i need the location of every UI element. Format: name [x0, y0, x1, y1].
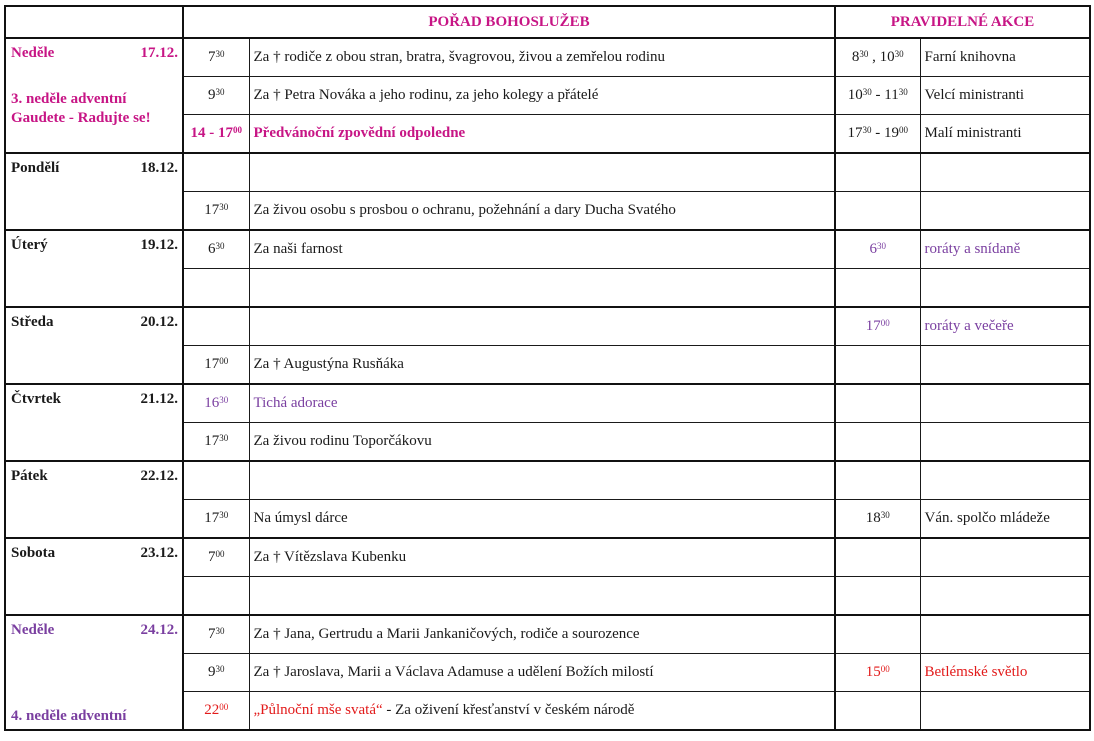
mass-intention: Na úmysl dárce	[249, 500, 835, 539]
mass-intention: Za † Jana, Gertrudu a Marii Jankaničových, rodiče a sourozence	[249, 615, 835, 654]
day-cell-monday	[5, 153, 183, 230]
event-time	[835, 538, 920, 577]
header-row	[5, 6, 1090, 38]
mass-time: $17^{00}$	[183, 346, 249, 385]
mass-time: $7^{00}$	[183, 538, 249, 577]
mass-intention	[249, 692, 835, 731]
day-cell-thursday	[5, 384, 183, 461]
mass-time	[183, 269, 249, 308]
event-time	[835, 577, 920, 616]
mass-intention: Za naši farnost	[249, 230, 835, 269]
event-name: Malí ministranti	[920, 115, 1090, 154]
event-name: roráty a snídaně	[920, 230, 1090, 269]
day-date: 22.12.	[140, 468, 178, 484]
event-name	[920, 423, 1090, 462]
event-name	[920, 269, 1090, 308]
mass-intention	[249, 269, 835, 308]
event-name	[920, 692, 1090, 731]
mass-time	[183, 307, 249, 346]
mass-intention: Za živou rodinu Toporčákovu	[249, 423, 835, 462]
midnight-mass-title: „Půlnoční mše svatá“	[253, 702, 383, 718]
mass-time: $17^{30}$	[183, 192, 249, 231]
day-cell-saturday	[5, 538, 183, 615]
event-time: $18^{30}$	[835, 500, 920, 539]
mass-time	[183, 153, 249, 192]
event-time: $6^{30}$	[835, 230, 920, 269]
event-name: roráty a večeře	[920, 307, 1090, 346]
event-time	[835, 153, 920, 192]
mass-intention	[249, 153, 835, 192]
day-subtitle: Gaudete - Radujte se!	[11, 110, 151, 126]
day-subtitle: 4. neděle adventní	[11, 708, 127, 724]
mass-intention: Za † Petra Nováka a jeho rodinu, za jeho kolegy a přátelé	[249, 77, 835, 115]
event-name	[920, 461, 1090, 500]
header-empty-cell	[5, 6, 183, 38]
mass-intention	[249, 461, 835, 500]
event-time	[835, 346, 920, 385]
day-name: Pondělí	[11, 160, 60, 176]
event-name	[920, 577, 1090, 616]
event-name	[920, 192, 1090, 231]
event-name	[920, 538, 1090, 577]
table-row	[5, 307, 1090, 346]
day-cell-tuesday	[5, 230, 183, 307]
day-cell-sunday-17	[5, 38, 183, 153]
mass-time: $7^{30}$	[183, 615, 249, 654]
mass-time: $9^{30}$	[183, 654, 249, 692]
event-time: $17^{30} - 19^{00}$	[835, 115, 920, 154]
mass-intention: Za † Vítězslava Kubenku	[249, 538, 835, 577]
mass-intention: Za † Augustýna Rusňáka	[249, 346, 835, 385]
mass-time: $17^{30}$	[183, 423, 249, 462]
event-time: $15^{00}$	[835, 654, 920, 692]
day-name: Neděle	[11, 45, 55, 61]
day-date: 18.12.	[140, 160, 178, 176]
event-time	[835, 269, 920, 308]
day-subtitle: 3. neděle adventní	[11, 91, 127, 107]
mass-time: $16^{30}$	[183, 384, 249, 423]
event-time	[835, 192, 920, 231]
mass-time: $7^{30}$	[183, 38, 249, 77]
mass-intention: Za † rodiče z obou stran, bratra, švagrovou, živou a zemřelou rodinu	[249, 38, 835, 77]
day-name: Středa	[11, 314, 54, 330]
table-row	[5, 384, 1090, 423]
event-name	[920, 153, 1090, 192]
event-time: $8^{30}$ , $10^{30}$	[835, 38, 920, 77]
event-time	[835, 423, 920, 462]
mass-time	[183, 461, 249, 500]
day-name: Úterý	[11, 237, 48, 253]
schedule-table	[4, 5, 1091, 731]
event-name	[920, 384, 1090, 423]
event-time: $10^{30} - 11^{30}$	[835, 77, 920, 115]
event-name: Ván. spolčo mládeže	[920, 500, 1090, 539]
day-name: Sobota	[11, 545, 56, 561]
mass-time: $9^{30}$	[183, 77, 249, 115]
day-date: 17.12.	[140, 45, 178, 61]
day-name: Pátek	[11, 468, 48, 484]
day-cell-sunday-24	[5, 615, 183, 730]
mass-intention: Tichá adorace	[249, 384, 835, 423]
table-row	[5, 38, 1090, 77]
mass-time: $17^{30}$	[183, 500, 249, 539]
mass-time: $6^{30}$	[183, 230, 249, 269]
midnight-mass-intention: - Za oživení křesťanství v českém národě	[382, 702, 635, 718]
mass-time	[183, 577, 249, 616]
table-row	[5, 230, 1090, 269]
mass-intention: Předvánoční zpovědní odpoledne	[249, 115, 835, 154]
day-date: 24.12.	[140, 622, 178, 638]
event-name: Velcí ministranti	[920, 77, 1090, 115]
day-name: Čtvrtek	[11, 391, 61, 407]
day-cell-wednesday	[5, 307, 183, 384]
mass-intention: Za † Jaroslava, Marii a Václava Adamuse a udělení Božích milostí	[249, 654, 835, 692]
table-row	[5, 153, 1090, 192]
mass-intention: Za živou osobu s prosbou o ochranu, požehnání a dary Ducha Svatého	[249, 192, 835, 231]
day-date: 19.12.	[140, 237, 178, 253]
table-row	[5, 615, 1090, 654]
day-date: 23.12.	[140, 545, 178, 561]
event-time: $17^{00}$	[835, 307, 920, 346]
event-name	[920, 615, 1090, 654]
day-cell-friday	[5, 461, 183, 538]
table-row	[5, 538, 1090, 577]
event-time	[835, 384, 920, 423]
mass-time: $14 - 17^{00}$	[183, 115, 249, 154]
event-time	[835, 692, 920, 731]
mass-time: $22^{00}$	[183, 692, 249, 731]
event-time	[835, 461, 920, 500]
events-title: PRAVIDELNÉ AKCE	[835, 6, 1090, 38]
mass-intention	[249, 577, 835, 616]
event-name: Farní knihovna	[920, 38, 1090, 77]
event-name: Betlémské světlo	[920, 654, 1090, 692]
event-time	[835, 615, 920, 654]
services-title: POŘAD BOHOSLUŽEB	[183, 6, 835, 38]
day-date: 21.12.	[140, 391, 178, 407]
day-date: 20.12.	[140, 314, 178, 330]
mass-intention	[249, 307, 835, 346]
table-row	[5, 461, 1090, 500]
day-name: Neděle	[11, 622, 55, 638]
event-name	[920, 346, 1090, 385]
